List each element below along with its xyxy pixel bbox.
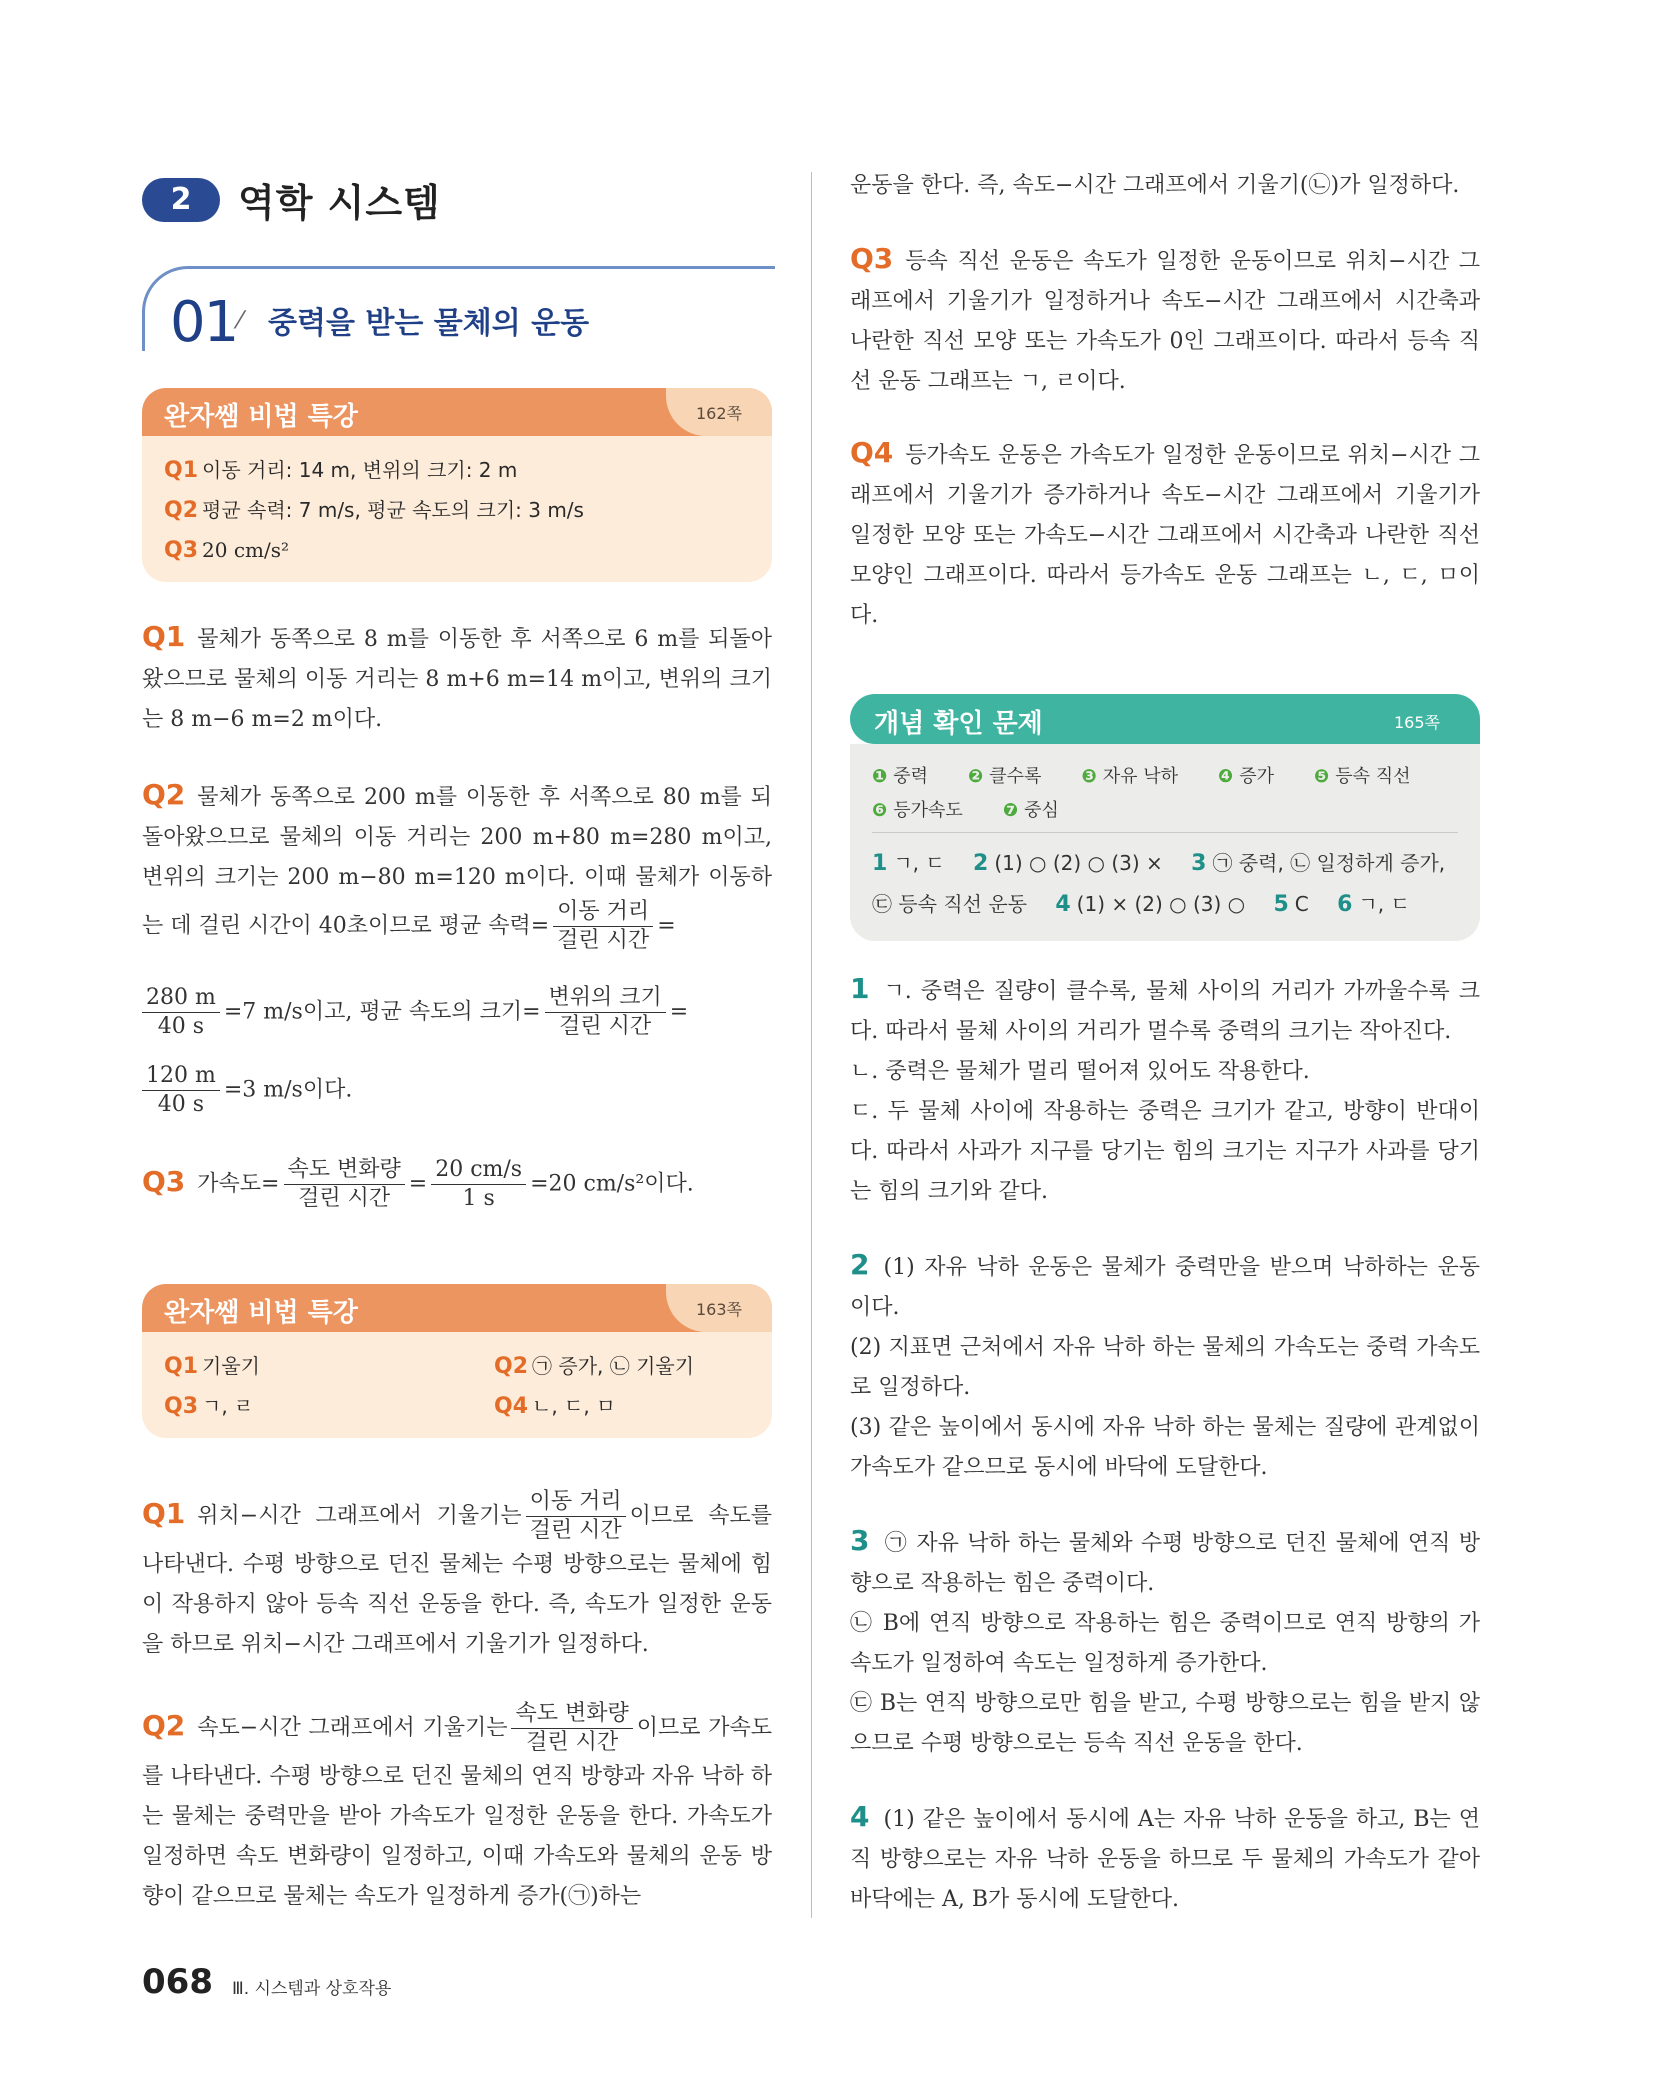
answer-number: 5 [1273, 892, 1289, 917]
answer-text: ㉠ 증가, ㉡ 기울기 [532, 1354, 695, 1378]
chapter-title: 역학 시스템 [238, 181, 441, 225]
page-reference: 162쪽 [666, 388, 772, 436]
explanation-text: =3 m/s이다. [223, 1077, 353, 1103]
question-label: Q3 [164, 538, 199, 563]
keyword-text: 등가속도 [893, 800, 963, 821]
explanation-line: ㉡ B에 연직 방향으로 작용하는 힘은 중력이므로 연직 방향의 가속도가 일정하여 속도는 일정하게 증가한다. [850, 1611, 1480, 1676]
equals-sign: = [657, 913, 676, 939]
keyword-text: 증가 [1239, 766, 1275, 787]
explanation-line [850, 972, 1480, 1052]
answer-line [494, 1386, 764, 1426]
concept-check-box [850, 694, 1480, 941]
explanation-q2-cont [142, 984, 772, 1041]
explanation-text: 이므로 속도를 나타낸다. 수평 방향으로 던진 물체는 수평 방향으로는 물체에 힘이 작용하지 않아 등속 직선 운동을 한다. 즉, 속도가 일정한 운동을 하므로 위치−시간 그래프에서 기울기가 일정하다. [142, 1503, 772, 1657]
answer-text: 기울기 [202, 1354, 260, 1378]
keyword-item [968, 762, 1041, 788]
column-divider [811, 172, 812, 1918]
explanation-line: ㄷ. 두 물체 사이에 작용하는 중력은 크기가 같고, 방향이 반대이다. 따라서 사과가 지구를 당기는 힘의 크기는 지구가 사과를 당기는 힘의 크기와 같다. [850, 1099, 1480, 1204]
keyword-list [872, 762, 1458, 822]
keyword-text: 중력 [893, 766, 929, 787]
fraction-denominator: 1 s [462, 1186, 495, 1211]
equals-sign: = [669, 999, 689, 1025]
answer-row [872, 843, 1458, 884]
answer-row [872, 884, 1458, 925]
answer-item [1337, 892, 1410, 916]
explanation-text: 가속도= [197, 1171, 280, 1197]
answer-line [164, 490, 750, 530]
fraction-numerator: 이동 거리 [553, 898, 653, 927]
question-label: Q3 [850, 242, 894, 275]
question-label: Q4 [850, 436, 894, 469]
fraction [526, 1488, 626, 1545]
footer-chapter-title: Ⅲ. 시스템과 상호작용 [232, 1979, 392, 1999]
box-body [142, 436, 772, 582]
box-title: 완자쌤 비법 특강 [164, 1298, 358, 1328]
answer-number: 1 [872, 851, 888, 876]
fraction-denominator: 40 s [157, 1014, 205, 1039]
question-label: Q1 [164, 458, 199, 483]
question-label: Q4 [494, 1394, 529, 1419]
answer-list [872, 843, 1458, 925]
answer-number: 3 [1191, 851, 1207, 876]
fraction-numerator: 20 cm/s [431, 1156, 526, 1185]
explanation-text: (1) 자유 낙하 운동은 물체가 중력만을 받으며 낙하하는 운동이다. [850, 1255, 1480, 1320]
explanation-text: 이므로 가속도를 나타낸다. 수평 방향으로 던진 물체의 연직 방향과 자유 낙하 하는 물체는 중력만을 받아 가속도가 일정한 운동을 한다. 가속도가 일정하면 속도 변화량이 일정하고, 이때 가속도와 물체의 운동 방향이 같으므로 물체는 속도가 일정하게 증가(㉠)하는 [142, 1715, 772, 1909]
question-label: Q2 [494, 1354, 529, 1379]
keyword-number: ❶ [872, 766, 888, 787]
box-header [142, 1284, 772, 1332]
explanation-text: ㉠ 자유 낙하 하는 물체와 수평 방향으로 던진 물체에 연직 방향으로 작용하는 힘은 중력이다. [850, 1531, 1480, 1596]
answer-line [164, 1386, 494, 1426]
keyword-text: 자유 낙하 [1102, 766, 1178, 787]
fraction-denominator: 걸린 시간 [298, 1186, 391, 1211]
fraction [553, 898, 653, 955]
answer-number: 2 [973, 851, 989, 876]
box-header [142, 388, 772, 436]
fraction [142, 1062, 220, 1119]
explanation-text: =7 m/s이고, 평균 속도의 크기= [223, 999, 541, 1025]
fraction-numerator: 280 m [142, 984, 220, 1013]
fraction-numerator: 120 m [142, 1062, 220, 1091]
section-title: 중력을 받는 물체의 운동 [268, 306, 590, 341]
keyword-item [1003, 796, 1059, 822]
answer-text: (1) × (2) ○ (3) ○ [1076, 892, 1246, 916]
keyword-number: ❺ [1314, 766, 1330, 787]
fraction-denominator: 걸린 시간 [529, 1518, 622, 1543]
keyword-text: 중심 [1024, 800, 1059, 821]
explanation-q2-end [142, 1062, 772, 1119]
concept-explanation-3 [850, 1524, 1480, 1764]
fraction [545, 984, 666, 1041]
explanation-q1 [142, 620, 772, 740]
answer-item [1191, 851, 1445, 875]
section-slash: ⁄ [238, 306, 243, 334]
explanation-graph-q1 [142, 1488, 772, 1665]
box-title: 개념 확인 문제 [874, 709, 1043, 739]
keyword-number: ❻ [872, 800, 888, 821]
answer-number: 4 [850, 1800, 870, 1833]
box-title: 완자쌤 비법 특강 [164, 402, 358, 432]
answer-line [494, 1346, 764, 1386]
answer-grid [164, 1346, 750, 1426]
concept-explanation-4 [850, 1800, 1480, 1920]
keyword-text: 등속 직선 [1335, 766, 1411, 787]
fraction-denominator: 걸린 시간 [526, 1730, 619, 1755]
explanation-graph-q2 [142, 1700, 772, 1917]
answer-text: C [1294, 892, 1309, 916]
fraction-denominator: 걸린 시간 [557, 928, 650, 953]
explanation-line: ㉢ B는 연직 방향으로만 힘을 받고, 수평 방향으로는 힘을 받지 않으므로 수평 방향으로는 등속 직선 운동을 한다. [850, 1691, 1480, 1756]
keyword-item [1081, 762, 1178, 788]
explanation-text: 등가속도 운동은 가속도가 일정한 운동이므로 위치−시간 그래프에서 기울기가 증가하거나 속도−시간 그래프에서 기울기가 일정한 모양 또는 가속도−시간 그래프에서 시간축과 나란한 직선 모양인 그래프이다. 따라서 등가속도 운동 그래프는 ㄴ, ㄷ, ㅁ이다. [850, 443, 1480, 628]
question-label: Q1 [164, 1354, 199, 1379]
explanation-text: 운동을 한다. 즉, 속도−시간 그래프에서 기울기(㉡)가 일정하다. [850, 173, 1460, 198]
explanation-line [850, 1248, 1480, 1328]
keyword-number: ❹ [1217, 766, 1234, 787]
answer-text: 평균 속력: 7 m/s, 평균 속도의 크기: 3 m/s [202, 498, 584, 522]
answer-item [1273, 892, 1308, 916]
keyword-item [1218, 762, 1274, 788]
question-label: Q2 [164, 498, 199, 523]
question-label: Q1 [142, 1496, 186, 1530]
explanation-line: (3) 같은 높이에서 동시에 자유 낙하 하는 물체는 질량에 관계없이 가속도가 같으므로 동시에 바닥에 도달한다. [850, 1415, 1480, 1480]
answer-number: 4 [1055, 892, 1071, 917]
box-body [142, 1332, 772, 1438]
answer-line [164, 1346, 494, 1386]
keyword-text: 클수록 [989, 766, 1042, 787]
answer-text: 이동 거리: 14 m, 변위의 크기: 2 m [202, 458, 518, 482]
answer-text: ㄱ, ㄷ [893, 851, 945, 875]
explanation-text: 물체가 동쪽으로 200 m를 이동한 후 서쪽으로 80 m를 되돌아왔으므로 물체의 이동 거리는 200 m+80 m=280 m이고, 변위의 크기는 200 m−80 m=120 m이다. 이때 물체가 이동하는 데 걸린 시간이 40초이므로 평균 속력= [142, 785, 772, 939]
chapter-header [142, 172, 441, 227]
explanation-text: 물체가 동쪽으로 8 m를 이동한 후 서쪽으로 6 m를 되돌아왔으므로 물체의 이동 거리는 8 m+6 m=14 m이고, 변위의 크기는 8 m−6 m=2 m이다. [142, 627, 772, 732]
fraction-numerator: 변위의 크기 [545, 984, 666, 1013]
chapter-number-badge: 2 [142, 178, 220, 222]
answer-line [164, 530, 750, 570]
answer-item [872, 892, 1027, 916]
explanation-line: (2) 지표면 근처에서 자유 낙하 하는 물체의 가속도는 중력 가속도로 일정하다. [850, 1335, 1480, 1400]
fraction [142, 984, 220, 1041]
explanation-line [850, 1524, 1480, 1604]
explanation-q2 [142, 778, 772, 955]
box-header [850, 694, 1480, 744]
fraction-denominator: 40 s [157, 1092, 205, 1117]
answer-number: 2 [850, 1248, 870, 1281]
page-number: 068 [142, 1962, 213, 2002]
keyword-number: ❼ [1002, 800, 1019, 821]
keyword-item [872, 762, 928, 788]
answer-item [1055, 892, 1245, 916]
explanation-text: 등속 직선 운동은 속도가 일정한 운동이므로 위치−시간 그래프에서 기울기가 일정하거나 속도−시간 그래프에서 시간축과 나란한 직선 모양 또는 가속도가 0인 그래프이다. 따라서 등속 직선 운동 그래프는 ㄱ, ㄹ이다. [850, 249, 1480, 394]
fraction [431, 1156, 526, 1213]
fraction-numerator: 이동 거리 [526, 1488, 626, 1517]
explanation-text: ㄱ. 중력은 질량이 클수록, 물체 사이의 거리가 가까울수록 크다. 따라서 물체 사이의 거리가 멀수록 중력의 크기는 작아진다. [850, 979, 1480, 1044]
question-label: Q3 [164, 1394, 199, 1419]
fraction-numerator: 속도 변화량 [284, 1156, 405, 1185]
answer-text: ㄱ, ㄹ [202, 1394, 254, 1418]
explanation-text: =20 cm/s²이다. [530, 1171, 694, 1197]
answer-line [164, 450, 750, 490]
question-label: Q2 [142, 778, 186, 811]
answer-item [872, 851, 945, 875]
secret-lecture-box-163 [142, 1284, 772, 1438]
answer-item [973, 851, 1163, 875]
keyword-number: ❸ [1081, 766, 1097, 787]
fraction-numerator: 속도 변화량 [511, 1700, 632, 1729]
answer-text: ㄱ, ㄷ [1358, 892, 1410, 916]
answer-text: ㉢ 등속 직선 운동 [872, 892, 1027, 916]
keyword-item [872, 796, 963, 822]
explanation-q2-continuation [850, 166, 1480, 206]
answer-number: 6 [1337, 892, 1353, 917]
equals-sign: = [408, 1171, 428, 1197]
explanation-text: (1) 같은 높이에서 동시에 A는 자유 낙하 운동을 하고, B는 연직 방향으로는 자유 낙하 운동을 하므로 두 물체의 가속도가 같아 바닥에는 A, B가 동시에 도달한다. [850, 1807, 1480, 1912]
explanation-text: 속도−시간 그래프에서 기울기는 [197, 1715, 508, 1741]
answer-text: (1) ○ (2) ○ (3) × [994, 851, 1163, 875]
keyword-item [1314, 762, 1411, 788]
answer-number: 1 [850, 972, 870, 1005]
keyword-number: ❷ [968, 766, 984, 787]
fraction [511, 1700, 632, 1757]
box-body [850, 744, 1480, 941]
concept-explanation-2 [850, 1248, 1480, 1488]
question-label: Q1 [142, 620, 186, 653]
explanation-text: 위치−시간 그래프에서 기울기는 [197, 1503, 522, 1529]
fraction-denominator: 걸린 시간 [559, 1014, 652, 1039]
concept-explanation-1 [850, 972, 1480, 1212]
fraction [284, 1156, 405, 1213]
divider-line [872, 832, 1458, 833]
answer-text: ㉠ 중력, ㉡ 일정하게 증가, [1212, 851, 1446, 875]
page-reference: 165쪽 [1394, 713, 1440, 732]
question-label: Q3 [142, 1164, 186, 1198]
section-number: 01 [170, 290, 238, 355]
secret-lecture-box-162 [142, 388, 772, 582]
answer-text: 20 cm/s² [202, 538, 290, 562]
explanation-graph-q3 [850, 242, 1480, 402]
question-label: Q2 [142, 1708, 186, 1742]
page-reference: 163쪽 [666, 1284, 772, 1332]
explanation-line: ㄴ. 중력은 물체가 멀리 떨어져 있어도 작용한다. [850, 1059, 1310, 1084]
answer-text: ㄴ, ㄷ, ㅁ [532, 1394, 616, 1418]
explanation-graph-q4 [850, 436, 1480, 636]
explanation-q3 [142, 1156, 772, 1213]
answer-number: 3 [850, 1524, 870, 1557]
